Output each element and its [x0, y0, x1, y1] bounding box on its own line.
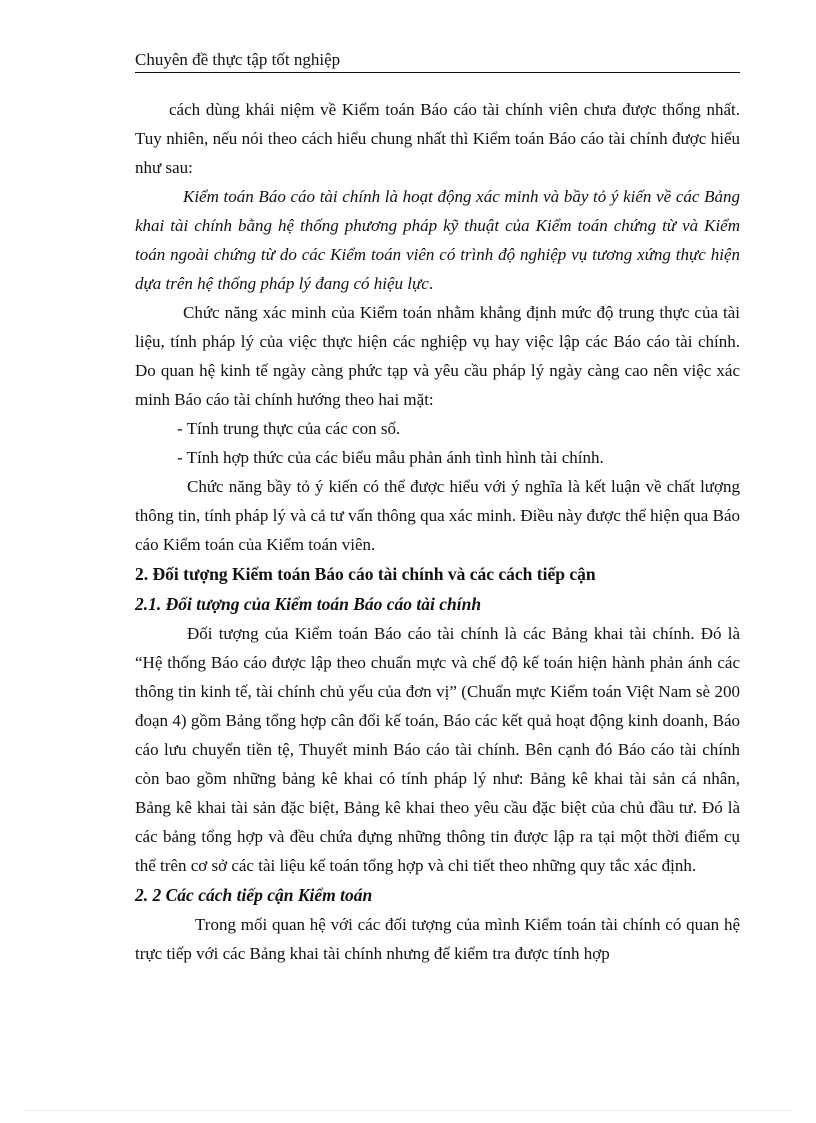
paragraph-definition	[135, 182, 740, 298]
heading-section-2-1: 2.1. Đối tượng của Kiểm toán Báo cáo tài chính	[135, 594, 482, 614]
definition-period: .	[428, 274, 434, 293]
page-header	[135, 50, 740, 73]
page-bottom-divider	[25, 1110, 791, 1111]
paragraph-object: Đối tượng của Kiểm toán Báo cáo tài chính là các Bảng khai tài chính. Đó là “Hệ thống Báo cáo được lập theo chuẩn mực và chế độ kế toán hiện hành phản ánh các thông tin kinh tế, tài chính chủ yếu của đơn vị” (Chuẩn mực Kiểm toán Việt Nam sè 200 đoạn 4) gồm Bảng tổng hợp cân đối kế toán, Báo các kết quả hoạt động kinh doanh, Báo cáo lưu chuyển tiền tệ, Thuyết minh Báo cáo tài chính. Bên cạnh đó Báo cáo tài chính còn bao gồm những bảng kê khai có tính pháp lý như: Bảng kê khai tài sản cá nhân, Bảng kê khai tài sản đặc biệt, Bảng kê khai theo yêu cầu đặc biệt của chủ đầu tư. Đó là các bảng tổng hợp và đều chứa đựng những thông tin được lập ra tại một thời điểm cụ thể trên cơ sở các tài liệu kế toán tổng hợp và chi tiết theo những quy tắc xác định.	[135, 624, 740, 875]
document-body	[135, 95, 740, 968]
definition-text: Kiểm toán Báo cáo tài chính là hoạt động xác minh và bầy tỏ ý kiến về các Bảng khai tài chính bằng hệ thống phương pháp kỹ thuật của Kiểm toán chứng từ và Kiểm toán ngoài chứng từ do các Kiểm toán viên có trình độ nghiệp vụ tương xứng thực hiện dựa trên hệ thống pháp lý đang có hiệu lực	[135, 187, 740, 293]
paragraph-verification: Chức năng xác minh của Kiểm toán nhằm khẳng định mức độ trung thực của tài liệu, tính pháp lý của việc thực hiện các nghiệp vụ hay việc lập các Báo cáo tài chính. Do quan hệ kinh tế ngày càng phức tạp và yêu cầu pháp lý ngày càng cao nên việc xác minh Báo cáo tài chính hướng theo hai mặt:	[135, 303, 740, 409]
paragraph-approach: Trong mối quan hệ với các đối tượng của mình Kiểm toán tài chính có quan hệ trực tiếp với các Bảng khai tài chính nhưng để kiểm tra được tính hợp	[135, 915, 740, 963]
paragraph-opinion: Chức năng bầy tỏ ý kiến có thể được hiểu với ý nghĩa là kết luận về chất lượng thông tin, tính pháp lý và cả tư vấn thông qua xác minh. Điều này được thể hiện qua Báo cáo Kiểm toán của Kiểm toán viên.	[135, 477, 740, 554]
heading-section-2-2: 2. 2 Các cách tiếp cận Kiểm toán	[135, 885, 373, 905]
list-item-2: - Tính hợp thức của các biểu mẫu phản ánh tình hình tài chính.	[177, 448, 604, 467]
list-item-1: - Tính trung thực của các con số.	[177, 419, 401, 438]
heading-section-2: 2. Đối tượng Kiểm toán Báo cáo tài chính và các cách tiếp cận	[135, 564, 596, 584]
header-title: Chuyên đề thực tập tốt nghiệp	[135, 50, 341, 69]
paragraph-1: cách dùng khái niệm về Kiểm toán Báo cáo tài chính viên chưa được thống nhất. Tuy nhiên, nếu nói theo cách hiểu chung nhất thì Kiểm toán Báo cáo tài chính được hiểu như sau:	[135, 100, 740, 177]
